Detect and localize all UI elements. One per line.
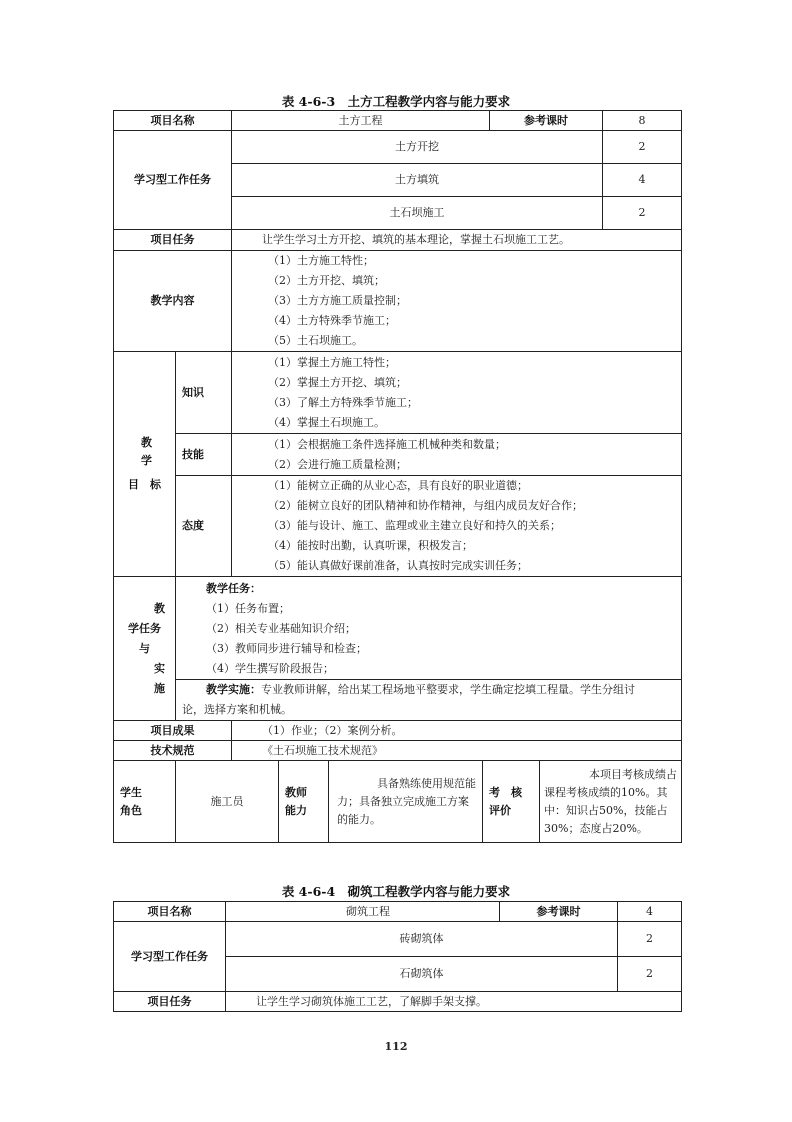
list-item: （4）学生撰写阶段报告； [206, 661, 334, 675]
student-role-label-line1: 学生 [120, 785, 142, 799]
table2-row-project-task [114, 992, 682, 1012]
list-item: （1）会根据施工条件选择施工机械种类和数量； [268, 437, 506, 451]
eval-line4: 30%；态度占20%。 [544, 821, 648, 835]
list-item: （2）掌握土方开挖、填筑； [268, 375, 407, 389]
table1-row-outcome [114, 721, 682, 741]
eval-label-line2: 评价 [489, 803, 511, 817]
tt-label-2: 学任务 [128, 621, 161, 635]
table1-caption: 表 4-6-3 土方工程教学内容与能力要求 [281, 94, 511, 109]
table1-row-teaching-content [114, 251, 682, 352]
project-name-label: 项目名称 [114, 111, 232, 131]
list-item: （3）土方方施工质量控制； [268, 294, 407, 307]
teaching-tasks-label [114, 577, 176, 721]
teacher-ability-line2: 力；具备独立完成施工方案 [337, 794, 469, 808]
table1 [113, 110, 682, 843]
tt-impl-line2: 论，选择方案和机械。 [182, 702, 292, 716]
eval-line3: 中：知识占50%，技能占 [544, 803, 668, 817]
project-task-label: 项目任务 [114, 230, 232, 251]
eval-label [483, 761, 540, 843]
tt-label-5: 施 [154, 681, 165, 695]
task-name: 土方填筑 [232, 164, 603, 197]
task-label: 学习型工作任务 [114, 922, 226, 992]
teacher-ability-line3: 的能力。 [337, 812, 381, 826]
goals-label-line2: 目 标 [128, 478, 161, 491]
project-task-value: 让学生学习土方开挖、填筑的基本理论，掌握土石坝施工工艺。 [232, 230, 682, 251]
tt-impl-line1: 专业教师讲解，给出某工程场地平整要求，学生确定挖填工程量。学生分组讨 [261, 682, 635, 696]
task-label: 学习型工作任务 [114, 131, 232, 230]
eval-line2: 课程考核成绩的10%。其 [544, 785, 668, 799]
student-role-label [114, 761, 176, 843]
teacher-ability-value [329, 761, 483, 843]
table1-row-project-name [114, 111, 682, 131]
task-name: 土石坝施工 [232, 197, 603, 230]
list-item: （2）会进行施工质量检测； [268, 457, 407, 471]
teaching-tasks-body [176, 577, 682, 721]
task-name: 砖砌筑体 [226, 922, 618, 957]
table1-row-knowledge [114, 352, 682, 434]
ref-hours-label: 参考课时 [500, 902, 618, 922]
spec-label: 技术规范 [114, 741, 232, 761]
project-name-value: 砌筑工程 [226, 902, 500, 922]
ref-hours-label: 参考课时 [490, 111, 603, 131]
teacher-ability-label-line1: 教师 [285, 785, 307, 799]
task-hours: 2 [618, 957, 682, 992]
task-hours: 2 [603, 131, 682, 164]
table1-row-project-task [114, 230, 682, 251]
goals-label [114, 352, 176, 577]
list-item: （5）能认真做好课前准备，认真按时完成实训任务； [268, 559, 528, 572]
knowledge-list [232, 352, 682, 434]
task-name: 土方开挖 [232, 131, 603, 164]
table2-task-row-1 [114, 922, 682, 957]
list-item: （3）教师同步进行辅导和检查； [206, 641, 367, 655]
spec-value: 《土石坝施工技术规范》 [232, 741, 682, 761]
tt-task-head: 教学任务： [206, 581, 261, 595]
list-item: （2）能树立良好的团队精神和协作精神，与组内成员友好合作； [268, 499, 583, 512]
table1-row-skills [114, 434, 682, 476]
list-item: （4）能按时出勤，认真听课，积极发言； [268, 539, 473, 552]
table1-row-attitude [114, 476, 682, 577]
task-hours: 2 [603, 197, 682, 230]
eval-label-line1: 考 核 [489, 785, 522, 799]
list-item: （4）土方特殊季节施工； [268, 314, 396, 327]
skills-label: 技能 [176, 434, 232, 476]
task-hours: 2 [618, 922, 682, 957]
attitude-list [232, 476, 682, 577]
table2-caption: 表 4-6-4 砌筑工程教学内容与能力要求 [281, 884, 511, 899]
outcome-label: 项目成果 [114, 721, 232, 741]
ref-hours-value: 8 [603, 111, 682, 131]
tt-label-4: 实 [154, 661, 165, 675]
table1-task-row-1 [114, 131, 682, 164]
eval-line1: 本项目考核成绩占 [589, 767, 677, 781]
goals-label-line1: 教 学 [141, 436, 174, 467]
list-item: （1）土方施工特性； [268, 254, 374, 267]
knowledge-label: 知识 [176, 352, 232, 434]
tt-impl-head: 教学实施： [206, 682, 261, 696]
list-item: （1）任务布置； [206, 601, 290, 615]
student-role-value: 施工员 [176, 761, 279, 843]
list-item: （3）了解土方特殊季节施工； [268, 395, 418, 409]
project-name-label: 项目名称 [114, 902, 226, 922]
skills-list [232, 434, 682, 476]
tt-impl [176, 680, 681, 720]
table2-row-project-name [114, 902, 682, 922]
list-item: （5）土石坝施工。 [268, 334, 363, 347]
teacher-ability-label [279, 761, 329, 843]
tt-tasks [176, 578, 681, 680]
attitude-label: 态度 [176, 476, 232, 577]
list-item: （3）能与设计、施工、监理或业主建立良好和持久的关系； [268, 519, 561, 532]
ref-hours-value: 4 [618, 902, 682, 922]
outcome-value: （1）作业；（2）案例分析。 [232, 721, 682, 741]
list-item: （4）掌握土石坝施工。 [268, 415, 385, 429]
teacher-ability-label-line2: 能力 [285, 803, 307, 817]
table1-row-roles [114, 761, 682, 843]
teaching-content-list [232, 251, 682, 352]
list-item: （2）相关专业基础知识介绍； [206, 621, 356, 635]
table2 [113, 901, 682, 1012]
list-item: （2）土方开挖、填筑； [268, 274, 385, 287]
table1-row-teaching-tasks [114, 577, 682, 721]
task-name: 石砌筑体 [226, 957, 618, 992]
table1-row-spec [114, 741, 682, 761]
list-item: （1）能树立正确的从业心态，具有良好的职业道德； [268, 479, 528, 492]
project-task-value: 让学生学习砌筑体施工工艺，了解脚手架支撑。 [226, 992, 682, 1012]
task-hours: 4 [603, 164, 682, 197]
tt-label-1: 教 [154, 601, 165, 615]
eval-value [540, 761, 682, 843]
list-item: （1）掌握土方施工特性； [268, 355, 396, 369]
page-number: 112 [384, 1040, 408, 1053]
teacher-ability-line1: 具备熟练使用规范能 [377, 776, 476, 790]
teaching-content-label: 教学内容 [114, 251, 232, 352]
project-task-label: 项目任务 [114, 992, 226, 1012]
student-role-label-line2: 角色 [120, 803, 142, 817]
tt-label-3: 与 [139, 641, 150, 655]
project-name-value: 土方工程 [232, 111, 490, 131]
